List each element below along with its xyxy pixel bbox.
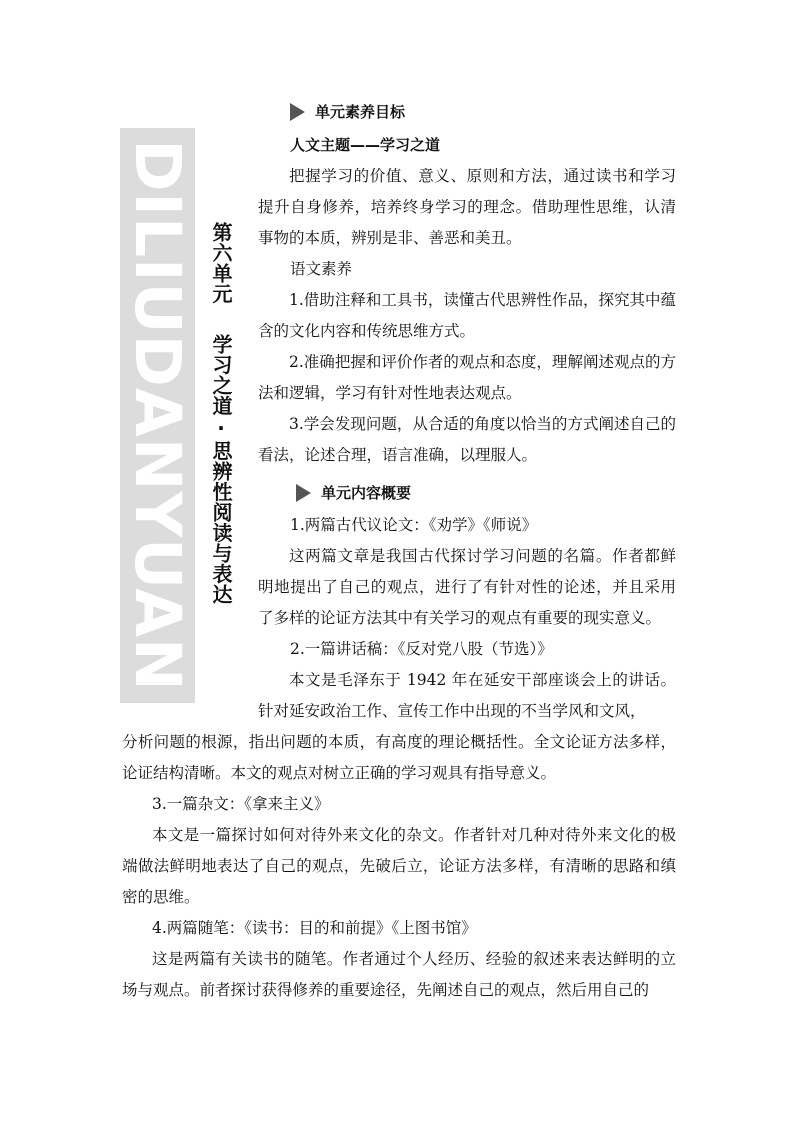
literacy-title: 语文素养 bbox=[290, 260, 353, 278]
sidebar-watermark-text: DILIUDANYUAN bbox=[121, 139, 194, 692]
triangle-arrow-icon bbox=[296, 484, 311, 502]
section-heading-contents bbox=[296, 482, 411, 503]
unit-number: 第六单元 bbox=[209, 222, 233, 304]
section-label: 单元内容概要 bbox=[321, 484, 412, 502]
humanities-title: 人文主题——学习之道 bbox=[290, 136, 441, 154]
content-title: 4.两篇随笔：《读书：目的和前提》《上图书馆》 bbox=[152, 919, 477, 937]
triangle-arrow-icon bbox=[290, 103, 305, 121]
content-text: 这是两篇有关读书的随笔。作者通过个人经历、经验的叙述来表达鲜明的立场与观点。前者探讨获得修养的重要途径，先阐述自己的观点，然后用自己的 bbox=[122, 950, 676, 999]
literacy-item: 3.学会发现问题，从合适的角度以恰当的方式阐述自己的看法，论述合理，语言准确，以理服人。 bbox=[258, 415, 676, 464]
humanities-text: 把握学习的价值、意义、原则和方法，通过读书和学习提升自身修养，培养终身学习的理念。借助理性思维，认清事物的本质，辨别是非、善恶和美丑。 bbox=[258, 167, 676, 247]
sidebar-banner bbox=[120, 128, 195, 703]
content-text: 本文是毛泽东于 1942 年在延安干部座谈会上的讲话。针对延安政治工作、宣传工作中出现的不当学风和文风， bbox=[258, 671, 676, 720]
content-text: 本文是一篇探讨如何对待外来文化的杂文。作者针对几种对待外来文化的极端做法鲜明地表达了自己的观点，先破后立，论证方法多样，有清晰的思路和缜密的思维。 bbox=[122, 826, 676, 906]
literacy-item: 2.准确把握和评价作者的观点和态度，理解阐述观点的方法和逻辑，学习有针对性地表达观点。 bbox=[258, 353, 676, 402]
content-title: 3.一篇杂文：《拿来主义》 bbox=[152, 795, 330, 813]
literacy-item: 1.借助注释和工具书，读懂古代思辨性作品，探究其中蕴含的文化内容和传统思维方式。 bbox=[258, 291, 676, 340]
unit-title bbox=[204, 222, 238, 605]
section-heading-goals bbox=[290, 101, 405, 122]
section-label: 单元素养目标 bbox=[315, 103, 406, 121]
content-text: 分析问题的根源，指出问题的本质，有高度的理论概括性。全文论证方法多样，论证结构清晰。本文的观点对树立正确的学习观具有指导意义。 bbox=[122, 733, 676, 782]
content-title: 1.两篇古代议论文：《劝学》《师说》 bbox=[290, 516, 538, 534]
content-title: 2.一篇讲话稿：《反对党八股（节选）》 bbox=[290, 640, 553, 658]
content-text: 这两篇文章是我国古代探讨学习问题的名篇。作者都鲜明地提出了自己的观点，进行了有针对性的论述，并且采用了多样的论证方法其中有关学习的观点有重要的现实意义。 bbox=[258, 547, 676, 627]
unit-theme: 学习之道·思辨性阅读与表达 bbox=[209, 334, 233, 605]
